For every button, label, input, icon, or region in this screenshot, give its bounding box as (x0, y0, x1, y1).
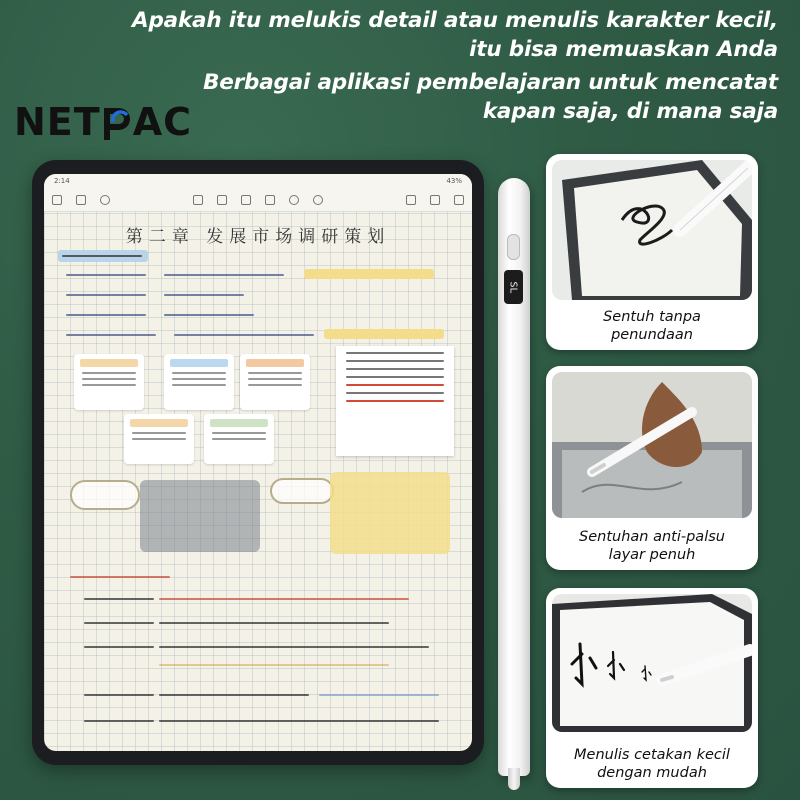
netpac-logo (14, 100, 192, 144)
headline-line-1: Apakah itu melukis detail atau menulis karakter kecil, (132, 8, 778, 33)
note-ink-line (159, 622, 389, 624)
mind-map-card (124, 414, 194, 464)
note-ink-line (62, 255, 142, 257)
more-icon[interactable] (454, 195, 464, 205)
note-ink-line (319, 694, 439, 696)
note-ink-line (66, 314, 146, 316)
feature-photo-writing (552, 594, 752, 732)
feature-panel-small-print (546, 588, 758, 788)
feature-photo-squiggle (552, 160, 752, 300)
feature-2-line-2: layar penuh (608, 547, 696, 563)
highlighter-tool-icon[interactable] (265, 195, 275, 205)
stylus-display-text: SL (507, 280, 519, 294)
note-ink-line (164, 314, 254, 316)
feature-photo-hand (552, 372, 752, 518)
tablet-device (32, 160, 484, 765)
logo-text-ac: AC (132, 100, 192, 144)
headline-line-4: kapan saja, di mana saja (482, 99, 778, 124)
logo-text-net: NET (14, 100, 101, 144)
note-brush-stroke (140, 480, 260, 552)
note-title: 第二章 发展市场调研策划 (125, 227, 391, 247)
pages-icon[interactable] (430, 195, 440, 205)
feature-caption-3 (546, 746, 758, 782)
stylus-tip (508, 768, 520, 790)
note-ink-line (70, 576, 170, 578)
feature-caption-1 (546, 308, 758, 344)
add-page-icon[interactable] (406, 195, 416, 205)
headline-line-2: itu bisa memuaskan Anda (469, 37, 778, 62)
note-ink-line (159, 720, 439, 722)
feature-1-line-1: Sentuh tanpa (603, 309, 701, 325)
mind-map-card (204, 414, 274, 464)
undo-icon[interactable] (100, 195, 110, 205)
note-ink-line (159, 598, 409, 600)
note-ink-line (159, 646, 429, 648)
feature-3-line-1: Menulis cetakan kecil (574, 747, 730, 763)
feature-panel-anti-palm (546, 366, 758, 570)
status-battery: 43% (446, 177, 462, 185)
note-highlight (324, 329, 444, 339)
lasso-tool-icon[interactable] (289, 195, 299, 205)
note-ink-line (84, 694, 154, 696)
note-ink-line (174, 334, 314, 336)
feature-caption-2 (546, 528, 758, 564)
eraser-tool-icon[interactable] (241, 195, 251, 205)
mind-map-card (74, 354, 144, 410)
note-ink-line (159, 694, 309, 696)
tablet-screen (44, 174, 472, 751)
note-ink-line (84, 646, 154, 648)
note-ink-line (164, 294, 244, 296)
note-ink-line (66, 334, 156, 336)
note-cloud (270, 478, 334, 504)
note-ink-line (66, 294, 146, 296)
stylus-battery-display (504, 270, 523, 304)
feature-1-line-2: penundaan (611, 327, 693, 343)
status-bar (44, 174, 472, 188)
note-ink-line (84, 622, 154, 624)
feature-2-line-1: Sentuhan anti-palsu (579, 529, 725, 545)
note-highlight (304, 269, 434, 279)
headline-line-3: Berbagai aplikasi pembelajaran untuk mencatat (203, 70, 778, 95)
mind-map-card (164, 354, 234, 410)
feature-panel-no-delay (546, 154, 758, 350)
mic-icon[interactable] (313, 195, 323, 205)
note-brush-stroke (330, 472, 450, 554)
feature-3-line-2: dengan mudah (597, 765, 707, 781)
notes-toolbar (44, 188, 472, 212)
logo-p-mark-icon (102, 104, 132, 140)
pasted-note (336, 346, 454, 456)
stylus-pencil (498, 178, 530, 776)
stylus-button (507, 234, 520, 260)
share-icon[interactable] (76, 195, 86, 205)
note-ink-line (66, 274, 146, 276)
note-ink-line (164, 274, 284, 276)
status-time: 2:14 (54, 177, 70, 185)
note-ink-line (84, 598, 154, 600)
back-icon[interactable] (52, 195, 62, 205)
note-cloud (70, 480, 140, 510)
mind-map-card (240, 354, 310, 410)
pen-tool-icon[interactable] (217, 195, 227, 205)
text-tool-icon[interactable] (193, 195, 203, 205)
note-ink-line (159, 664, 389, 666)
note-ink-line (84, 720, 154, 722)
